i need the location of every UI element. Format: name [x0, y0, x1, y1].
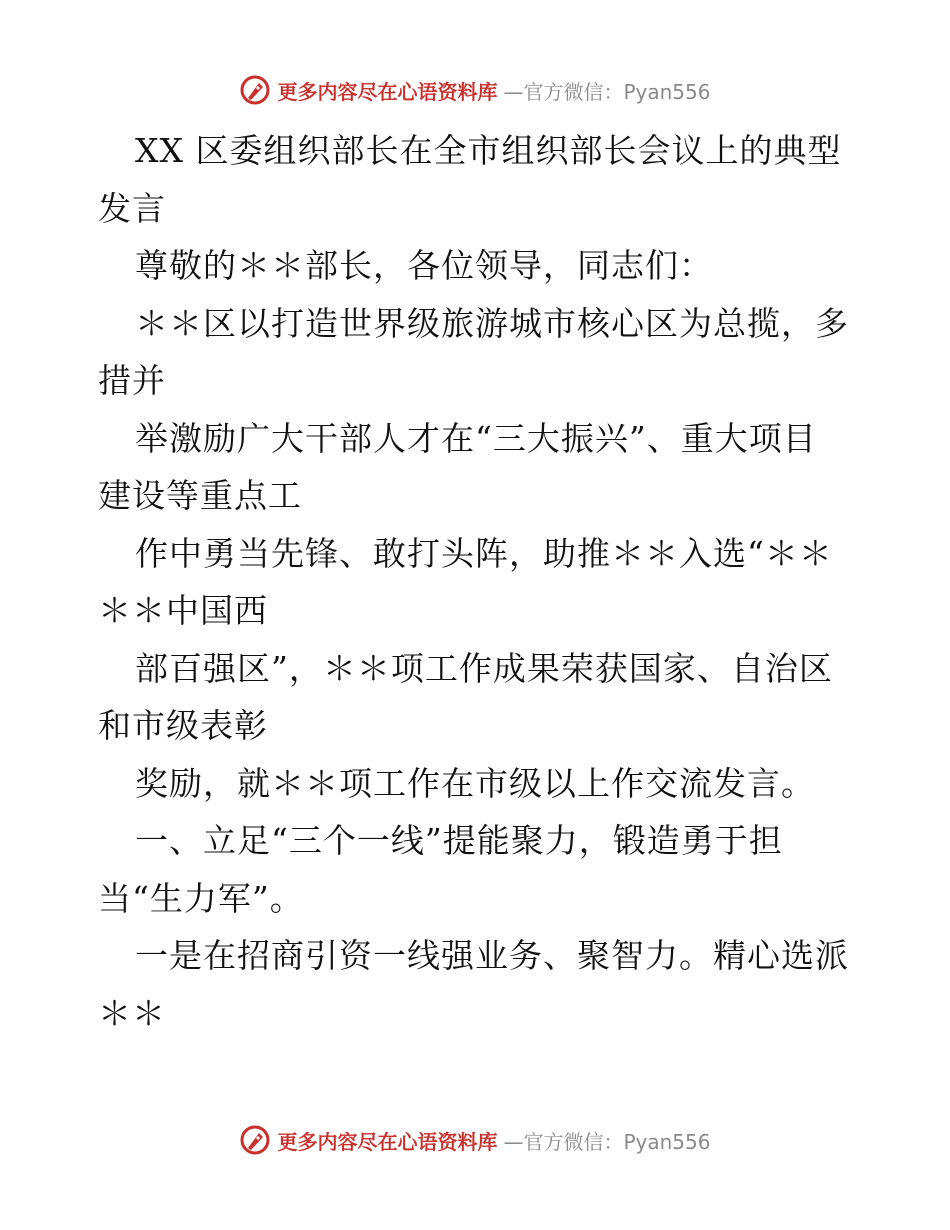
footer-watermark [0, 1120, 950, 1160]
doc-paragraph-line: 一是在招商引资一线强业务、聚智力。精心选派 [135, 936, 849, 975]
doc-paragraph-line: 和市级表彰 [98, 706, 268, 745]
pen-nib-logo-icon [239, 1124, 271, 1156]
doc-paragraph-line: ＊＊ [98, 993, 166, 1033]
doc-section-heading: 一、立足“三个一线”提能聚力，锻造勇于担 [135, 821, 783, 860]
watermark-contact-text: —官方微信：Pyan556 [503, 79, 711, 104]
doc-paragraph-line: 措并 [98, 361, 166, 400]
doc-paragraph-line: ＊＊中国西 [98, 591, 268, 630]
doc-paragraph-line: 举激励广大干部人才在“三大振兴”、重大项目 [135, 418, 817, 458]
watermark-brand-text: 更多内容尽在心语资料库 [277, 1129, 498, 1154]
doc-paragraph-line: 部百强区”，＊＊项工作成果荣获国家、自治区 [135, 648, 833, 688]
doc-paragraph-line: 作中勇当先锋、敢打头阵，助推＊＊入选“＊＊ [135, 533, 833, 573]
document-body [98, 122, 858, 1042]
doc-title-line-2: 发言 [98, 188, 166, 228]
doc-paragraph-line: 建设等重点工 [98, 476, 302, 515]
watermark-brand-text: 更多内容尽在心语资料库 [277, 79, 498, 104]
doc-paragraph-line: ＊＊区以打造世界级旅游城市核心区为总揽，多 [135, 303, 849, 343]
header-watermark [0, 70, 950, 110]
watermark-contact-text: —官方微信：Pyan556 [503, 1129, 711, 1154]
doc-salutation: 尊敬的＊＊部长，各位领导，同志们： [135, 246, 713, 285]
pen-nib-logo-icon [239, 74, 271, 106]
doc-section-heading: 当“生力军”。 [98, 878, 304, 918]
doc-title-line-1: XX 区委组织部长在全市组织部长会议上的典型 [135, 131, 842, 170]
doc-paragraph-line: 奖励，就＊＊项工作在市级以上作交流发言。 [135, 763, 815, 803]
